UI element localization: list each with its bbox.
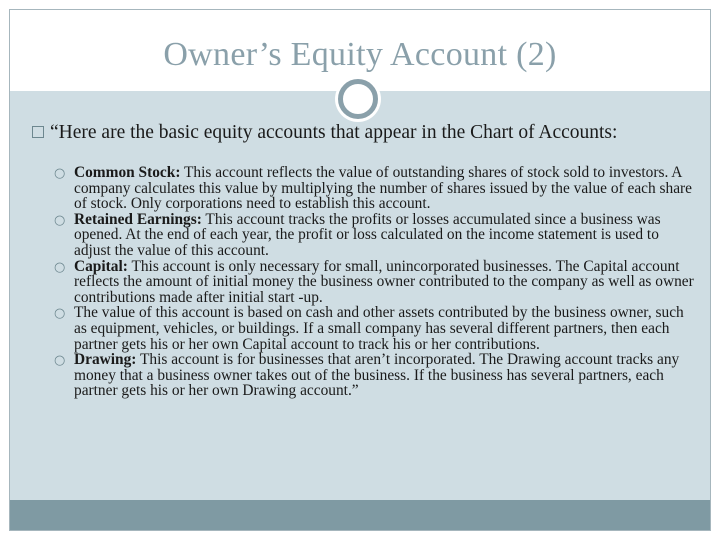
- ring-bullet-icon: ○: [54, 353, 66, 369]
- sub-bullet-text: This account tracks the profits or losses accumulated since a business was opened. At the end of each year, the profit or loss calculated on the income statement is used to adjust the value of this account.: [74, 210, 661, 259]
- sub-bullet-capital: [54, 259, 694, 306]
- sub-bullet-common-stock: [54, 165, 694, 212]
- square-bullet-icon: [32, 126, 44, 138]
- ring-bullet-icon: ○: [54, 212, 66, 228]
- slide-title: Owner’s Equity Account (2): [163, 36, 557, 73]
- ring-bullet-icon: ○: [54, 306, 66, 322]
- sub-bullet-term: Common Stock:: [74, 164, 181, 181]
- sub-bullet-capital-value: [54, 305, 694, 352]
- sub-bullet-term: Retained Earnings:: [74, 210, 202, 228]
- circle-ornament-icon: [338, 79, 378, 119]
- sub-bullet-term: Capital:: [74, 257, 128, 275]
- sub-bullet-list: [54, 165, 694, 399]
- ring-bullet-icon: ○: [54, 166, 66, 181]
- sub-bullet-retained-earnings: [54, 212, 694, 259]
- footer-bar: [10, 500, 710, 530]
- sub-bullet-term: Drawing:: [74, 351, 137, 369]
- sub-bullet-drawing: [54, 352, 694, 399]
- sub-bullet-text: This account reflects the value of outstanding shares of stock sold to investors. A company calculates this value by multiplying the number of shares issued by the value of each share of stock. Only corporations need to establish this account.: [74, 164, 693, 213]
- ring-bullet-icon: ○: [54, 259, 66, 275]
- main-bullet-text: “Here are the basic equity accounts that appear in the Chart of Accounts:: [50, 122, 618, 143]
- sub-bullet-text: This account is for businesses that aren’t incorporated. The Drawing account tracks any money that a business owner takes out of the business. If the business has several partners, each partner gets his or her own Drawing account.”: [74, 351, 680, 400]
- sub-bullet-text: This account is only necessary for small, unincorporated businesses. The Capital account reflects the amount of initial money the business owner contributed to the company as well as owner contributions made after initial start -up.: [74, 257, 694, 306]
- main-bullet: [32, 122, 702, 143]
- title-area: [10, 10, 710, 90]
- sub-bullet-text: The value of this account is based on cash and other assets contributed by the business owner, such as equipment, vehicles, or buildings. If a small company has several different partners, then each partner gets his or her own Capital account to track his or her contributions.: [74, 304, 684, 353]
